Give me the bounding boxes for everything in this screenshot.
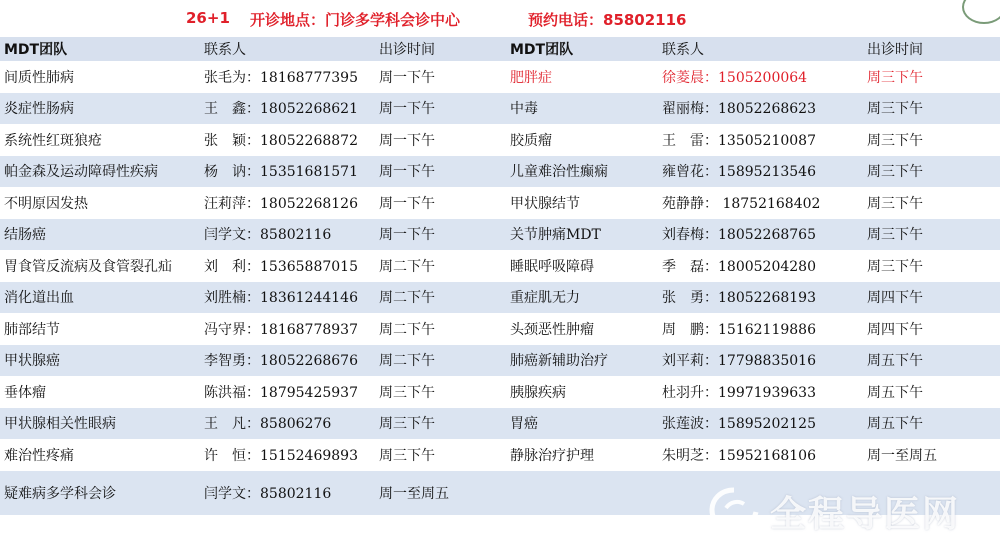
team-cell-left: 不明原因发热 bbox=[0, 187, 200, 219]
table-header-row bbox=[0, 37, 1000, 61]
team-cell-right: 睡眠呼吸障碍 bbox=[506, 250, 658, 282]
table-row bbox=[0, 250, 1000, 282]
contact-cell-left: 闫学文：85802116 bbox=[200, 471, 375, 515]
contact-cell-right: 张 勇：18052268193 bbox=[658, 282, 863, 314]
contact-cell-left: 张 颖：18052268872 bbox=[200, 124, 375, 156]
team-cell-left: 间质性肺病 bbox=[0, 61, 200, 93]
contact-cell-left: 汪莉萍：18052268126 bbox=[200, 187, 375, 219]
time-cell-left: 周一下午 bbox=[375, 219, 506, 251]
contact-cell-left: 许 恒：15152469893 bbox=[200, 439, 375, 471]
table-row bbox=[0, 124, 1000, 156]
contact-cell-left: 张毛为：18168777395 bbox=[200, 61, 375, 93]
team-cell-right: 中毒 bbox=[506, 93, 658, 125]
mdt-schedule-table bbox=[0, 37, 1000, 515]
team-count: 26+1 bbox=[186, 9, 230, 27]
team-cell-right: 重症肌无力 bbox=[506, 282, 658, 314]
contact-cell-right: 张莲波：15895202125 bbox=[658, 408, 863, 440]
time-cell-right: 周三下午 bbox=[863, 93, 1000, 125]
time-cell-left: 周二下午 bbox=[375, 282, 506, 314]
table-row bbox=[0, 187, 1000, 219]
header-time-right: 出诊时间 bbox=[863, 37, 1000, 61]
header-time-left: 出诊时间 bbox=[375, 37, 506, 61]
team-cell-right: 胃癌 bbox=[506, 408, 658, 440]
team-cell-right: 胰腺疾病 bbox=[506, 376, 658, 408]
table-row bbox=[0, 282, 1000, 314]
time-cell-left: 周二下午 bbox=[375, 313, 506, 345]
time-cell-right: 周三下午 bbox=[863, 156, 1000, 188]
time-cell-left: 周一至周五 bbox=[375, 471, 506, 515]
team-cell-left: 疑难病多学科会诊 bbox=[0, 471, 200, 515]
time-cell-right: 周五下午 bbox=[863, 345, 1000, 377]
table-row bbox=[0, 93, 1000, 125]
header-bar bbox=[0, 0, 1000, 37]
clinic-location: 开诊地点：门诊多学科会诊中心 bbox=[250, 11, 461, 29]
contact-cell-left: 王 鑫：18052268621 bbox=[200, 93, 375, 125]
team-cell-right: 头颈恶性肿瘤 bbox=[506, 313, 658, 345]
table-row bbox=[0, 471, 1000, 515]
team-cell-left: 消化道出血 bbox=[0, 282, 200, 314]
team-cell-right bbox=[506, 471, 658, 515]
time-cell-left: 周一下午 bbox=[375, 187, 506, 219]
team-cell-right: 肺癌新辅助治疗 bbox=[506, 345, 658, 377]
time-cell-left: 周一下午 bbox=[375, 93, 506, 125]
contact-cell-right bbox=[658, 471, 863, 515]
team-cell-left: 甲状腺相关性眼病 bbox=[0, 408, 200, 440]
team-cell-left: 肺部结节 bbox=[0, 313, 200, 345]
contact-cell-right: 苑静静： 18752168402 bbox=[658, 187, 863, 219]
header-contact-right: 联系人 bbox=[658, 37, 863, 61]
team-cell-left: 甲状腺癌 bbox=[0, 345, 200, 377]
time-cell-left: 周二下午 bbox=[375, 250, 506, 282]
time-cell-right: 周三下午 bbox=[863, 187, 1000, 219]
seal-emblem bbox=[962, 0, 1000, 24]
time-cell-right: 周四下午 bbox=[863, 313, 1000, 345]
contact-cell-left: 李智勇：18052268676 bbox=[200, 345, 375, 377]
contact-cell-right: 杜羽升：19971939633 bbox=[658, 376, 863, 408]
team-cell-left: 难治性疼痛 bbox=[0, 439, 200, 471]
contact-cell-right: 王 雷：13505210087 bbox=[658, 124, 863, 156]
time-cell-right: 周三下午 bbox=[863, 250, 1000, 282]
time-cell-left: 周二下午 bbox=[375, 345, 506, 377]
time-cell-left: 周三下午 bbox=[375, 439, 506, 471]
time-cell-right: 周三下午 bbox=[863, 124, 1000, 156]
team-cell-right: 肥胖症 bbox=[506, 61, 658, 93]
time-cell-right: 周五下午 bbox=[863, 376, 1000, 408]
time-cell-right: 周五下午 bbox=[863, 408, 1000, 440]
team-cell-left: 帕金森及运动障碍性疾病 bbox=[0, 156, 200, 188]
time-cell-right: 周三下午 bbox=[863, 219, 1000, 251]
table-row bbox=[0, 219, 1000, 251]
time-cell-right bbox=[863, 471, 1000, 515]
contact-cell-left: 王 凡：85806276 bbox=[200, 408, 375, 440]
table-row bbox=[0, 61, 1000, 93]
team-cell-left: 系统性红斑狼疮 bbox=[0, 124, 200, 156]
team-cell-left: 结肠癌 bbox=[0, 219, 200, 251]
header-contact-left: 联系人 bbox=[200, 37, 375, 61]
team-cell-left: 炎症性肠病 bbox=[0, 93, 200, 125]
contact-cell-right: 季 磊：18005204280 bbox=[658, 250, 863, 282]
team-cell-left: 垂体瘤 bbox=[0, 376, 200, 408]
contact-cell-right: 徐菱晨：1505200064 bbox=[658, 61, 863, 93]
contact-cell-right: 朱明芝：15952168106 bbox=[658, 439, 863, 471]
contact-cell-left: 杨 讷：15351681571 bbox=[200, 156, 375, 188]
booking-phone: 预约电话：85802116 bbox=[528, 11, 687, 29]
time-cell-left: 周一下午 bbox=[375, 61, 506, 93]
contact-cell-right: 周 鹏：15162119886 bbox=[658, 313, 863, 345]
contact-cell-right: 翟丽梅：18052268623 bbox=[658, 93, 863, 125]
contact-cell-left: 陈洪福：18795425937 bbox=[200, 376, 375, 408]
time-cell-left: 周三下午 bbox=[375, 376, 506, 408]
time-cell-right: 周一至周五 bbox=[863, 439, 1000, 471]
contact-cell-left: 刘 利：15365887015 bbox=[200, 250, 375, 282]
contact-cell-right: 雍曾花：15895213546 bbox=[658, 156, 863, 188]
contact-cell-left: 冯守界：18168778937 bbox=[200, 313, 375, 345]
table-row bbox=[0, 156, 1000, 188]
team-cell-right: 静脉治疗护理 bbox=[506, 439, 658, 471]
watermark-text: 全程导医网 bbox=[770, 494, 961, 535]
header-team-right: MDT团队 bbox=[506, 37, 658, 61]
time-cell-left: 周一下午 bbox=[375, 124, 506, 156]
contact-cell-right: 刘春梅：18052268765 bbox=[658, 219, 863, 251]
time-cell-right: 周四下午 bbox=[863, 282, 1000, 314]
time-cell-left: 周三下午 bbox=[375, 408, 506, 440]
team-cell-left: 胃食管反流病及食管裂孔疝 bbox=[0, 250, 200, 282]
team-cell-right: 胶质瘤 bbox=[506, 124, 658, 156]
table-row bbox=[0, 345, 1000, 377]
team-cell-right: 甲状腺结节 bbox=[506, 187, 658, 219]
time-cell-left: 周一下午 bbox=[375, 156, 506, 188]
table-row bbox=[0, 408, 1000, 440]
team-cell-right: 儿童难治性癫痫 bbox=[506, 156, 658, 188]
team-cell-right: 关节肿痛MDT bbox=[506, 219, 658, 251]
time-cell-right: 周三下午 bbox=[863, 61, 1000, 93]
header-team-left: MDT团队 bbox=[0, 37, 200, 61]
table-row bbox=[0, 376, 1000, 408]
contact-cell-left: 刘胜楠：18361244146 bbox=[200, 282, 375, 314]
table-row bbox=[0, 313, 1000, 345]
contact-cell-left: 闫学文：85802116 bbox=[200, 219, 375, 251]
table-row bbox=[0, 439, 1000, 471]
contact-cell-right: 刘平莉：17798835016 bbox=[658, 345, 863, 377]
